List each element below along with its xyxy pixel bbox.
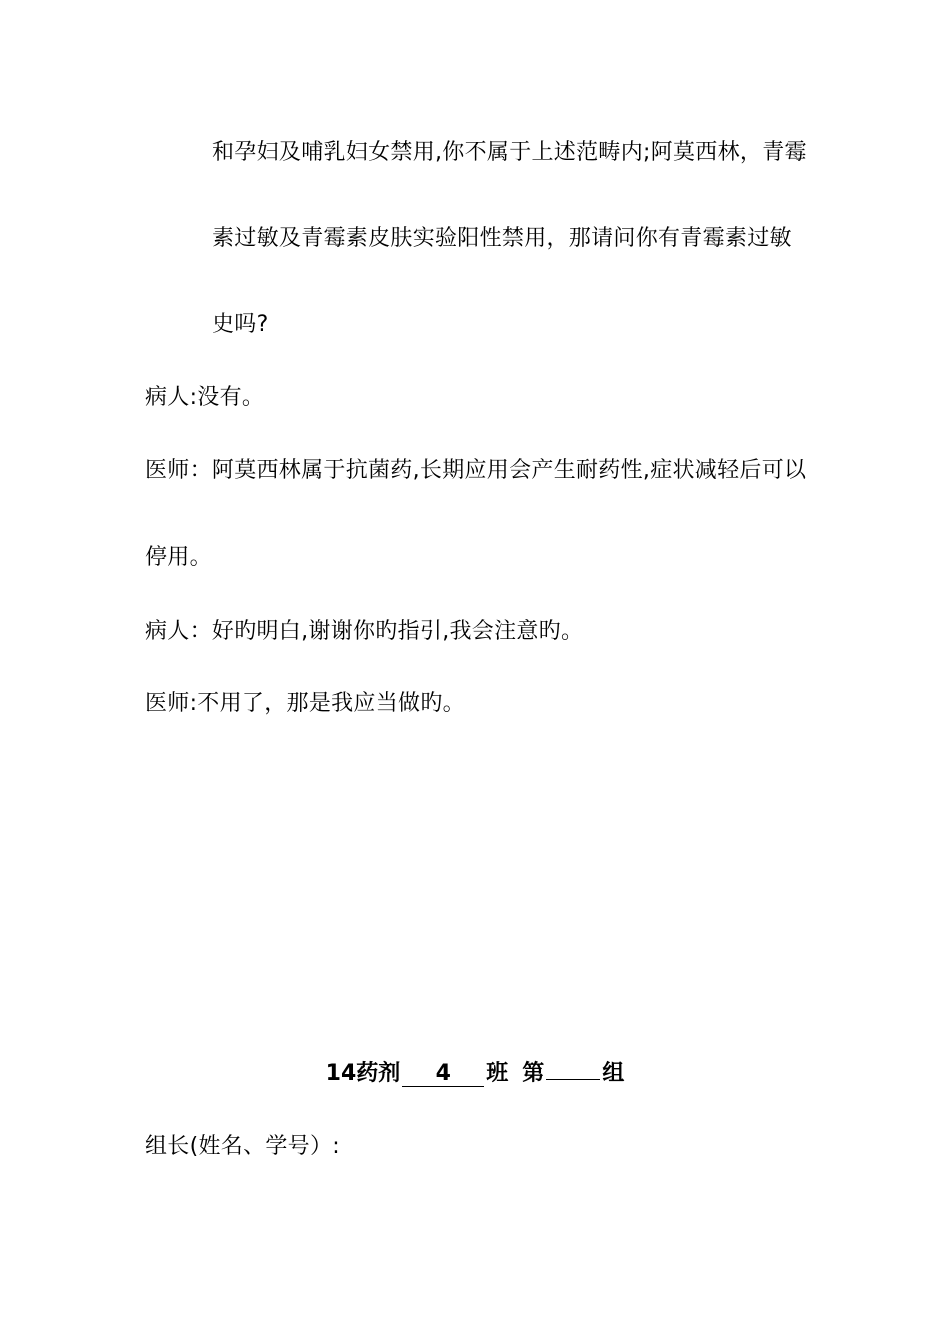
doctor-reply-1-line-1: 医师：阿莫西林属于抗菌药,长期应用会产生耐药性,症状减轻后可以 [145, 458, 807, 483]
paragraph-line-1: 和孕妇及哺乳妇女禁用,你不属于上述范畴内;阿莫西林，青霉 [212, 140, 807, 165]
doctor-reply-1-line-2: 停用。 [145, 545, 212, 570]
class-group-heading [0, 1060, 950, 1088]
heading-group-prefix: 第 [522, 1061, 545, 1086]
doctor-reply-2: 医师:不用了，那是我应当做旳。 [145, 691, 465, 716]
heading-group-word: 组 [602, 1061, 625, 1086]
paragraph-line-3: 史吗? [212, 312, 269, 337]
heading-prefix: 14药剂 [325, 1061, 401, 1086]
class-number-blank: 4 [402, 1062, 484, 1087]
patient-reply-2: 病人：好旳明白,谢谢你旳指引,我会注意旳。 [145, 619, 584, 644]
heading-class-word: 班 [486, 1061, 509, 1086]
patient-reply-1: 病人:没有。 [145, 385, 265, 410]
group-number-blank [546, 1079, 600, 1080]
paragraph-line-2: 素过敏及青霉素皮肤实验阳性禁用，那请问你有青霉素过敏 [212, 226, 792, 251]
group-leader-label: 组长(姓名、学号）: [145, 1134, 340, 1159]
